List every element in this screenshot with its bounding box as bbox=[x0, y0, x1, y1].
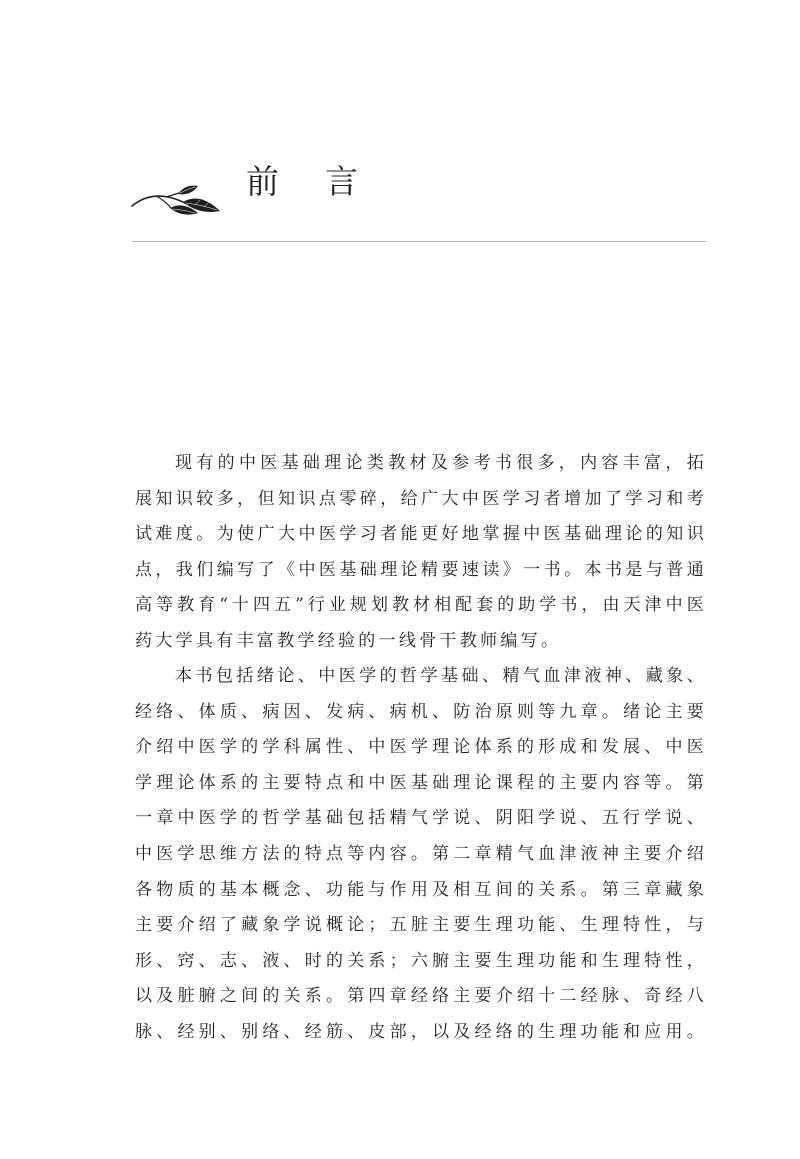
text-line: 学理论体系的主要特点和中医基础理论课程的主要内容等。第 bbox=[135, 772, 707, 793]
text-line: 各物质的基本概念、功能与作用及相互间的关系。第三章藏象 bbox=[135, 879, 707, 900]
text-line: 中医学思维方法的特点等内容。第二章精气血津液神主要介绍 bbox=[135, 844, 707, 865]
preface-body bbox=[135, 446, 707, 1050]
page-title-char: 言 bbox=[325, 162, 358, 201]
text-line: 本书包括绪论、中医学的哲学基础、精气血津液神、藏象、 bbox=[175, 666, 707, 687]
text-line: 药大学具有丰富教学经验的一线骨干教师编写。 bbox=[135, 630, 562, 651]
paragraph bbox=[135, 659, 707, 1050]
text-line: 点，我们编写了《中医基础理论精要速读》一书。本书是与普通 bbox=[135, 559, 707, 580]
text-line: 脉、经别、别络、经筋、皮部，以及经络的生理功能和应用。 bbox=[135, 1021, 707, 1042]
text-line: 展知识较多，但知识点零碎，给广大中医学习者增加了学习和考 bbox=[135, 488, 707, 509]
page-title bbox=[246, 160, 358, 204]
text-line: 主要介绍了藏象学说概论；五脏主要生理功能、生理特性，与 bbox=[135, 915, 707, 936]
text-line: 高等教育“十四五”行业规划教材相配套的助学书，由天津中医 bbox=[135, 595, 707, 616]
paragraph bbox=[135, 446, 707, 659]
page-title-char: 前 bbox=[246, 162, 279, 201]
text-line: 以及脏腑之间的关系。第四章经络主要介绍十二经脉、奇经八 bbox=[135, 986, 707, 1007]
text-line: 一章中医学的哲学基础包括精气学说、阴阳学说、五行学说、 bbox=[135, 808, 707, 829]
leaf-branch-icon bbox=[130, 176, 222, 222]
title-divider bbox=[132, 241, 706, 242]
text-line: 经络、体质、病因、发病、病机、防治原则等九章。绪论主要 bbox=[135, 701, 707, 722]
text-line: 介绍中医学的学科属性、中医学理论体系的形成和发展、中医 bbox=[135, 737, 707, 758]
text-line: 试难度。为使广大中医学习者能更好地掌握中医基础理论的知识 bbox=[135, 524, 707, 545]
text-line: 现有的中医基础理论类教材及参考书很多，内容丰富，拓 bbox=[175, 453, 707, 473]
text-line: 形、窍、志、液、时的关系；六腑主要生理功能和生理特性， bbox=[135, 950, 707, 971]
